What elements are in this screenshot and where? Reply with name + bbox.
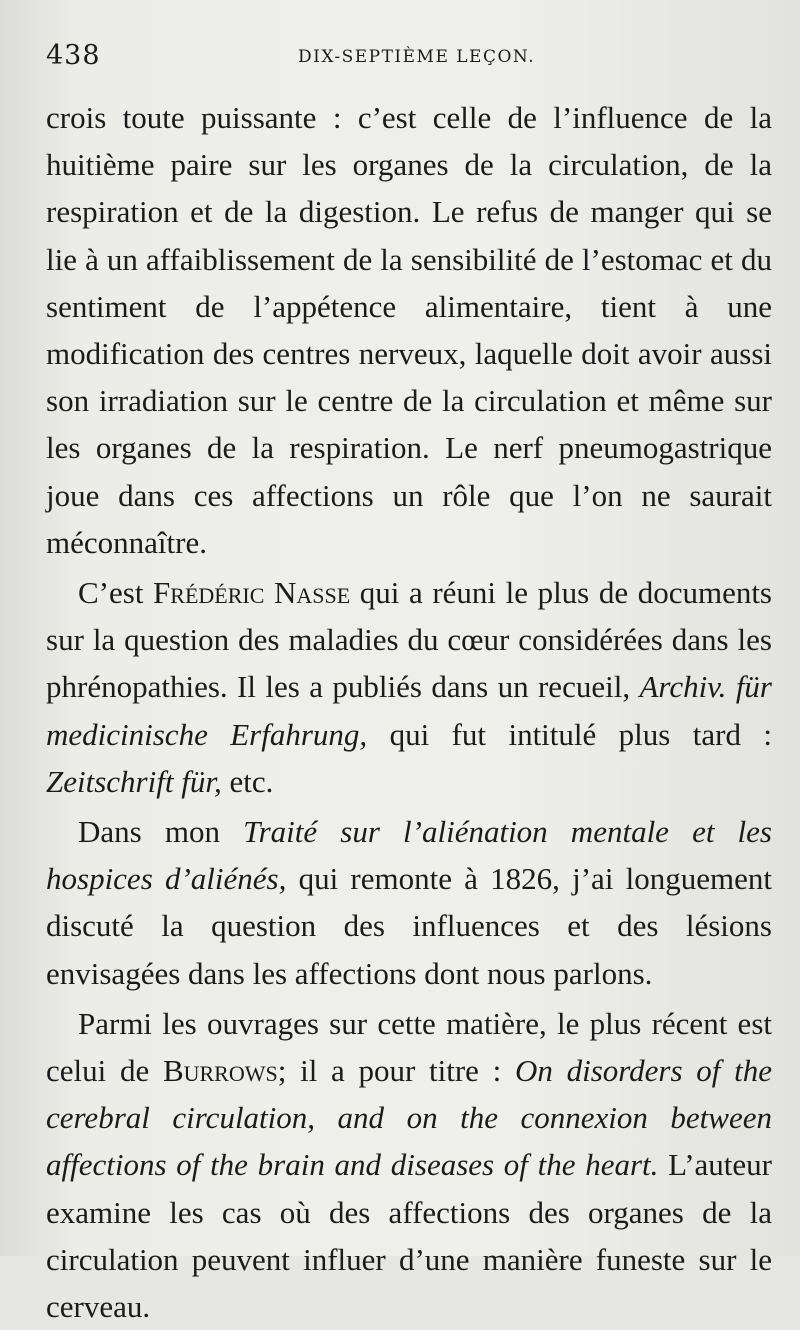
paragraph-3 xyxy=(46,808,772,997)
running-head xyxy=(46,38,772,82)
journal-title-zeitschrift: Zeitschrift für, xyxy=(46,763,222,799)
text-segment: L’auteur examine les cas où des affections des organes de la circulation peuvent influer d’une manière funeste sur le cerveau. xyxy=(46,1147,772,1325)
paragraph-4 xyxy=(46,1000,772,1330)
text-segment: C’est xyxy=(78,575,154,611)
running-title: DIX-SEPTIÈME LEÇON. xyxy=(298,47,536,67)
text-segment: qui a réuni le plus de documents sur la question des maladies du cœur considérées dans les phrénopathies. Il les a publiés dans un recueil, xyxy=(46,575,772,705)
text-segment: Parmi les ouvrages sur cette matière, le plus récent est celui de xyxy=(46,1005,772,1089)
text-segment: qui fut intitulé plus tard : xyxy=(367,716,772,752)
book-title-traite: Traité sur l’aliénation mentale et les hospices d’aliénés, xyxy=(46,814,772,897)
text-segment: crois toute puissante : c’est celle de l’influence de la huitième paire sur les organes de la circulation, de la respiration et de la digestion. Le refus de manger qui se lie à un affaiblissement de la sensibilité de l’estomac et du sentiment de l’appétence alimentaire, tient à une modification des centres nerveux, laquelle doit avoir aussi son irradiation sur le centre de la circulation et même sur les organes de la respiration. Le nerf pneumogastrique joue dans ces affections un rôle que l’on ne saurait méconnaître. xyxy=(46,100,772,560)
text-segment: qui remonte à 1826, j’ai longuement discuté la question des influences et des lésions envisagées dans les affections dont nous parlons. xyxy=(46,861,772,991)
page-number: 438 xyxy=(46,40,101,71)
text-segment: Dans mon xyxy=(78,814,244,850)
paragraph-1 xyxy=(46,94,772,566)
body-text xyxy=(46,94,772,1330)
paragraph-2 xyxy=(46,569,772,805)
book-title-disorders: On disorders of the cerebral circulation, and on the connexion between affections of the brain and diseases of the heart. xyxy=(46,1053,772,1183)
text-segment: ; il a pour titre : xyxy=(277,1053,515,1089)
author-name-nasse: Frédéric Nasse xyxy=(153,575,351,611)
journal-title-archiv: Archiv. für medicinische Erfahrung, xyxy=(46,669,772,752)
author-name-burrows: Burrows xyxy=(162,1053,278,1089)
text-segment: etc. xyxy=(221,763,274,799)
